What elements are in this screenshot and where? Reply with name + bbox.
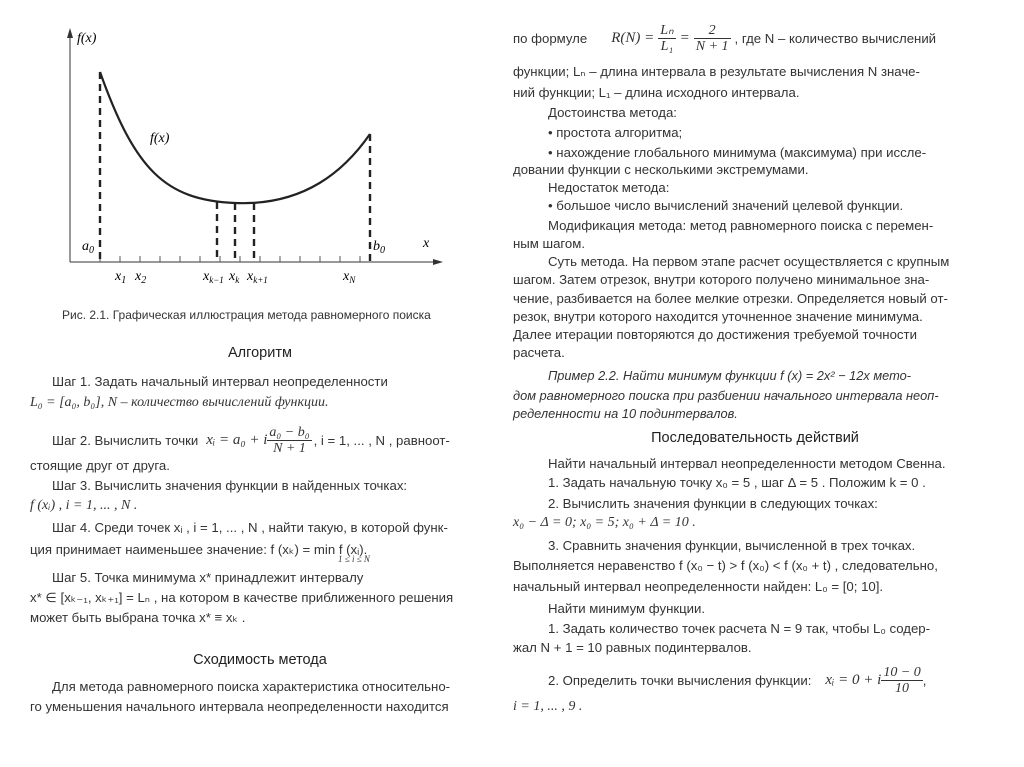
seq-6-line1: 1. Задать количество точек расчета N = 9 так, чтобы L₀ содер- <box>548 621 931 636</box>
advantage-2-line1: • нахождение глобального минимума (максимума) при иссле- <box>548 145 927 160</box>
r1-num1: Lₙ <box>660 22 674 38</box>
disadvantage-1: • большое число вычислений значений целевой функции. <box>548 198 904 213</box>
conv-line1: Для метода равномерного поиска характеристика относительно- <box>52 679 451 694</box>
advantage-2-line2: довании функции с несколькими экстремумами. <box>513 162 809 177</box>
label-x1: $x_1$ <box>115 269 127 286</box>
conv-line2: го уменьшения начального интервала неопределенности находится <box>30 699 449 714</box>
step2-tail: , i = 1, ... , N , равноот- <box>313 432 450 448</box>
x-axis-ticks <box>100 256 360 262</box>
seq-7-numerator: 10 − 0 <box>883 664 921 680</box>
label-xk: $x_k$ <box>229 269 240 285</box>
advantages-title: Достоинства метода: <box>548 105 677 120</box>
seq-4-line1: 3. Сравнить значения функции, вычисленной в трех точках. <box>548 538 916 553</box>
function-curve <box>100 72 370 203</box>
seq-7-text: 2. Определить точки вычисления функции: <box>548 672 812 688</box>
example-line1: Пример 2.2. Найти минимум функции f (x) = 2x² − 12x мето- <box>548 368 911 383</box>
figure-uniform-search <box>55 20 450 295</box>
y-axis-label: f(x) <box>77 31 97 46</box>
r1-den2: N + 1 <box>695 38 729 54</box>
seq-7-line1 <box>548 660 926 700</box>
step2-text: Шаг 2. Вычислить точки <box>52 432 199 448</box>
essence-line3: чение, разбивается на более мелкие отрезки. Определяется новый от- <box>513 291 948 306</box>
step5-line2: x* ∈ [xₖ₋₁, xₖ₊₁] = Lₙ , на котором в качестве приближенного решения <box>30 590 454 605</box>
modification-line1: Модификация метода: метод равномерного поиска с перемен- <box>548 218 934 233</box>
example-line2: дом равномерного поиска при разбиении начального интервала неоп- <box>513 388 939 403</box>
step4-line1: Шаг 4. Среди точек xᵢ , i = 1, ... , N , найти такую, в которой функ- <box>52 520 448 535</box>
essence-line4: резок, внутри которого находится уточненное значение минимума. <box>513 309 923 324</box>
seq-1: Найти начальный интервал неопределенности методом Свенна. <box>548 456 946 471</box>
convergence-heading: Сходимость метода <box>193 652 327 668</box>
seq-7-tail: , <box>922 672 927 688</box>
seq-3-line1: 2. Вычислить значения функции в следующих точках: <box>548 496 878 511</box>
example-line3: ределенности на 10 подинтервалов. <box>513 406 738 421</box>
seq-4-line3: начальный интервал неопределенности найден: L₀ = [0; 10]. <box>513 579 884 594</box>
r-line2: функции; Lₙ – длина интервала в результате вычисления N значе- <box>513 64 920 79</box>
r1-post: , где N – количество вычислений <box>734 30 937 46</box>
essence-line5: Далее итерации повторяются до достижения требуемой точности <box>513 327 917 342</box>
disadvantage-title: Недостаток метода: <box>548 180 670 195</box>
essence-line1: Суть метода. На первом этапе расчет осуществляется с крупным <box>548 254 950 269</box>
seq-4-line2: Выполняется неравенство f (x₀ − t) > f (x₀) < f (x₀ + t) , следовательно, <box>513 558 938 573</box>
seq-5: Найти минимум функции. <box>548 601 706 616</box>
step4-min-subscript: 1 ≤ i ≤ N <box>338 554 370 564</box>
step3-line1: Шаг 3. Вычислить значения функции в найденных точках: <box>52 478 408 493</box>
r1-num2: 2 <box>694 23 731 39</box>
label-a0: $a_0$ <box>82 239 94 256</box>
step2-denominator: N + 1 <box>273 440 306 456</box>
step2-numerator: a₀ − b₀ <box>269 424 310 440</box>
r1-eq: = <box>679 29 690 46</box>
figure-caption: Рис. 2.1. Графическая иллюстрация метода равномерного поиска <box>62 308 431 322</box>
advantage-1: • простота алгоритма; <box>548 125 683 140</box>
algorithm-heading: Алгоритм <box>228 345 292 361</box>
curve-label: f(x) <box>150 131 170 146</box>
y-axis-arrow <box>67 28 73 38</box>
label-xN: $x_N$ <box>343 269 356 285</box>
seq-7-formula: xᵢ = 0 + i <box>825 671 882 688</box>
r1-den1: L₁ <box>660 38 674 54</box>
sequence-heading: Последовательность действий <box>651 430 859 446</box>
essence-line6: расчета. <box>513 345 565 360</box>
essence-line2: шагом. Затем отрезок, внутри которого получено минимальное зна- <box>513 272 930 287</box>
r1-pre: по формуле <box>513 30 588 46</box>
seq-3-line2: x₀ − Δ = 0; x₀ = 5; x₀ + Δ = 10 . <box>513 515 696 530</box>
seq-7-fraction <box>881 665 922 696</box>
label-x2: $x_2$ <box>135 269 147 286</box>
label-b0: $b_0$ <box>373 239 385 256</box>
step3-line2: f (xᵢ) , i = 1, ... , N . <box>30 498 138 513</box>
step1-line1: Шаг 1. Задать начальный интервал неопределенности <box>52 374 388 389</box>
modification-line2: ным шагом. <box>513 236 585 251</box>
r1-fraction2 <box>694 23 731 54</box>
step2-fraction <box>267 425 311 456</box>
r1-formula: R(N) = <box>611 29 655 46</box>
step2-line1 <box>52 420 450 460</box>
step5-line3: может быть выбрана точка x* ≡ xₖ . <box>30 610 246 625</box>
x-axis-arrow <box>433 259 443 265</box>
step5-line1: Шаг 5. Точка минимума x* принадлежит интервалу <box>52 570 364 585</box>
seq-2: 1. Задать начальную точку x₀ = 5 , шаг Δ = 5 . Положим k = 0 . <box>548 475 926 490</box>
step1-line2: L₀ = [a₀, b₀], N – количество вычислений функции. <box>30 395 329 410</box>
seq-7-denominator: 10 <box>895 680 910 696</box>
r-line1 <box>513 18 936 58</box>
r1-fraction1 <box>658 23 675 54</box>
dashed-guides <box>100 72 370 262</box>
step2-formula: xᵢ = a₀ + i <box>206 431 268 448</box>
seq-7-line2: i = 1, ... , 9 . <box>513 699 583 714</box>
label-xk1: $x_{k+1}$ <box>247 269 268 285</box>
seq-6-line2: жал N + 1 = 10 равных подинтервалов. <box>513 640 752 655</box>
r-line3: ний функции; L₁ – длина исходного интервала. <box>513 85 800 100</box>
step2-line2: стоящие друг от друга. <box>30 458 170 473</box>
label-xk-1: $x_{k-1}$ <box>203 269 224 285</box>
x-axis-label: x <box>423 236 430 251</box>
step4-line2: ция принимает наименьшее значение: f (xₖ) = min f (xᵢ). <box>30 542 368 557</box>
